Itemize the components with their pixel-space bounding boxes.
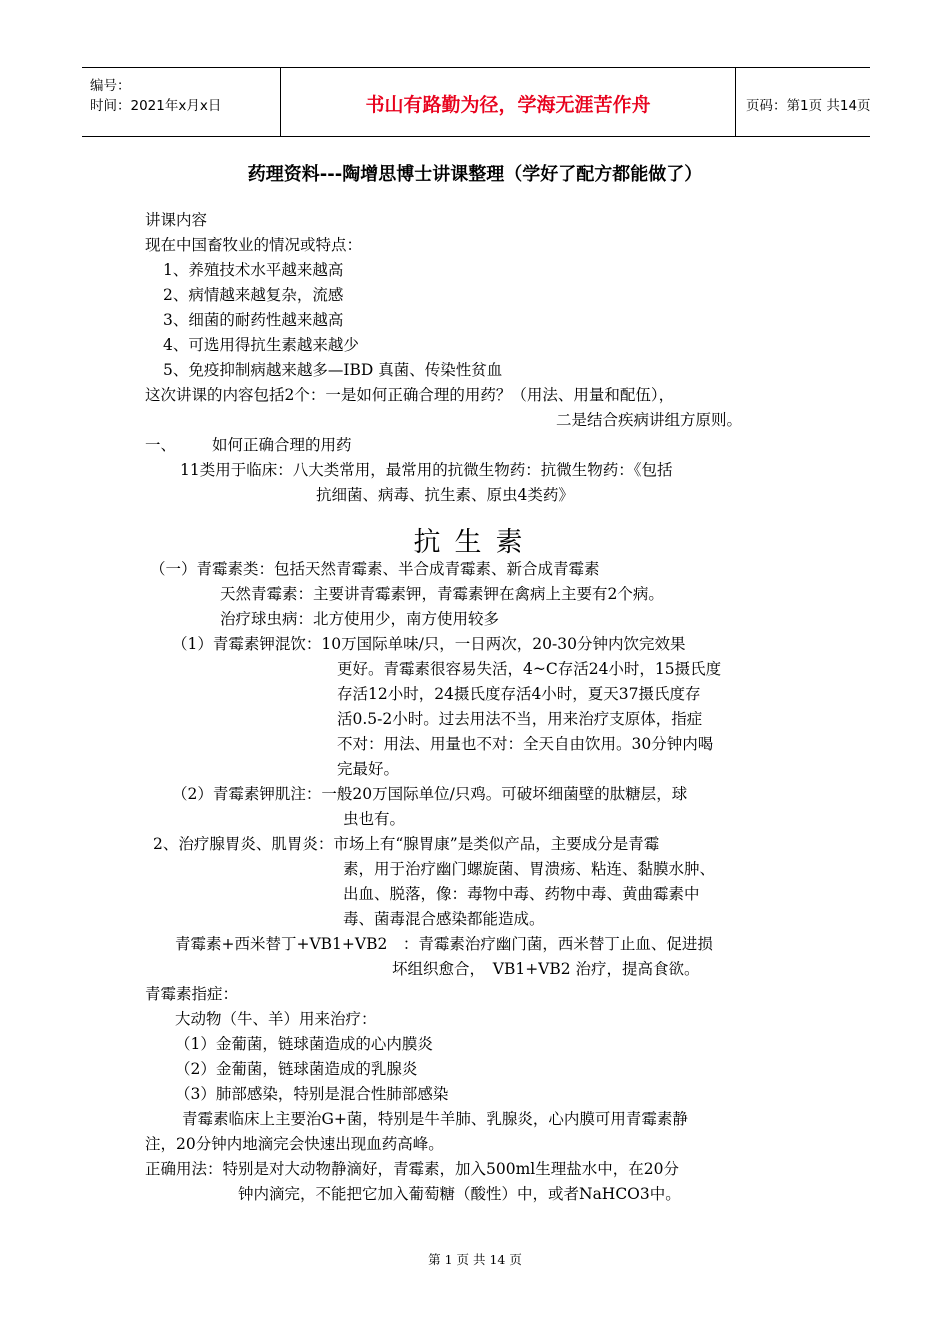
- antibiotic-heading: 抗生素: [413, 527, 537, 558]
- gastritis-line: 素，用于治疗幽门螺旋菌、胃溃疡、粘连、黏膜水肿、: [343, 860, 716, 878]
- section1-heading: 如何正确合理的用药: [212, 436, 352, 454]
- time-label: 时间：2021年x月x日: [90, 98, 222, 114]
- page-footer: 第 1 页 共 14 页: [428, 1252, 522, 1267]
- indication-item: （2）金葡菌，链球菌造成的乳腺炎: [175, 1060, 418, 1078]
- usage-line-2: 钟内滴完，不能把它加入葡萄糖（酸性）中，或者NaHCO3中。: [238, 1185, 681, 1203]
- header-left-cell: [82, 68, 280, 136]
- intro-point: 1、养殖技术水平越来越高: [163, 261, 344, 279]
- gastritis-line: 毒、菌毒混合感染都能造成。: [343, 910, 545, 928]
- mix-line: 不对：用法、用量也不对：全天自由饮用。30分钟内喝: [337, 735, 714, 753]
- clinical-line-1: 青霉素临床上主要治G+菌，特别是牛羊肺、乳腺炎，心内膜可用青霉素静: [182, 1110, 688, 1128]
- indication-item: （1）金葡菌，链球菌造成的心内膜炎: [175, 1035, 433, 1053]
- inject-line: （2）青霉素钾肌注：一般20万国际单位/只鸡。可破坏细菌壁的肽糖层，球: [172, 785, 688, 803]
- intro-content-2: 二是结合疾病讲组方原则。: [556, 411, 743, 429]
- indication-item: （3）肺部感染，特别是混合性肺部感染: [175, 1085, 449, 1103]
- intro-point: 3、细菌的耐药性越来越高: [163, 311, 344, 329]
- mix-line: 完最好。: [337, 760, 400, 778]
- section1-line2: 抗细菌、病毒、抗生素、原虫4类药》: [316, 486, 574, 504]
- natural-penicillin: 天然青霉素：主要讲青霉素钾，青霉素钾在禽病上主要有2个病。: [220, 585, 664, 603]
- formula-line-2: 坏组织愈合， VB1+VB2 治疗，提高食欲。: [392, 960, 700, 978]
- indications-heading: 青霉素指症：: [145, 985, 239, 1003]
- usage-line-1: 正确用法：特别是对大动物静滴好，青霉素，加入500ml生理盐水中，在20分: [145, 1160, 679, 1178]
- intro-situation: 现在中国畜牧业的情况或特点：: [145, 236, 363, 254]
- inject-line: 虫也有。: [343, 810, 406, 828]
- intro-point: 5、免疫抑制病越来越多—IBD 真菌、传染性贫血: [163, 361, 503, 379]
- intro-heading: 讲课内容: [145, 211, 208, 229]
- page-title: 药理资料---陶增思博士讲课整理（学好了配方都能做了）: [247, 164, 703, 185]
- intro-point: 4、可选用得抗生素越来越少: [163, 336, 359, 354]
- gastritis-line: 2、治疗腺胃炎、肌胃炎：市场上有“腺胃康”是类似产品，主要成分是青霉: [153, 835, 660, 853]
- intro-content-1: 这次讲课的内容包括2个：一是如何正确合理的用药？（用法、用量和配伍），: [145, 386, 675, 404]
- large-animals: 大动物（牛、羊）用来治疗：: [175, 1010, 377, 1028]
- coccidia-treatment: 治疗球虫病：北方使用少，南方使用较多: [220, 610, 500, 628]
- gastritis-line: 出血、脱落，像：毒物中毒、药物中毒、黄曲霉素中: [343, 885, 700, 903]
- header-page-cell: [736, 68, 870, 136]
- penicillin-class: （一）青霉素类：包括天然青霉素、半合成青霉素、新合成青霉素: [150, 560, 600, 578]
- code-label: 编号：: [90, 78, 131, 94]
- section1-line1: 11类用于临床：八大类常用，最常用的抗微生物药：抗微生物药：《包括: [180, 461, 673, 479]
- mix-line: 更好。青霉素很容易失活，4~C存活24小时，15摄氏度: [337, 660, 722, 678]
- mix-line: （1）青霉素钾混饮：10万国际单味/只，一日两次，20-30分钟内饮完效果: [172, 635, 686, 653]
- header-motto: 书山有路勤为径，学海无涯苦作舟: [365, 94, 651, 116]
- page-info: 页码：第1页 共14页: [746, 98, 871, 114]
- section1-number: 一、: [145, 436, 177, 454]
- formula-line-1: 青霉素+西米替丁+VB1+VB2 ：青霉素治疗幽门菌，西米替丁止血、促进损: [175, 935, 713, 953]
- mix-line: 活0.5-2小时。过去用法不当，用来治疗支原体，指症: [337, 710, 703, 728]
- header-motto-cell: [280, 68, 736, 136]
- intro-point: 2、病情越来越复杂，流感: [163, 286, 344, 304]
- clinical-line-2: 注，20分钟内地滴完会快速出现血药高峰。: [145, 1135, 444, 1153]
- mix-line: 存活12小时，24摄氏度存活4小时，夏天37摄氏度存: [337, 685, 701, 703]
- header-table: [82, 67, 870, 137]
